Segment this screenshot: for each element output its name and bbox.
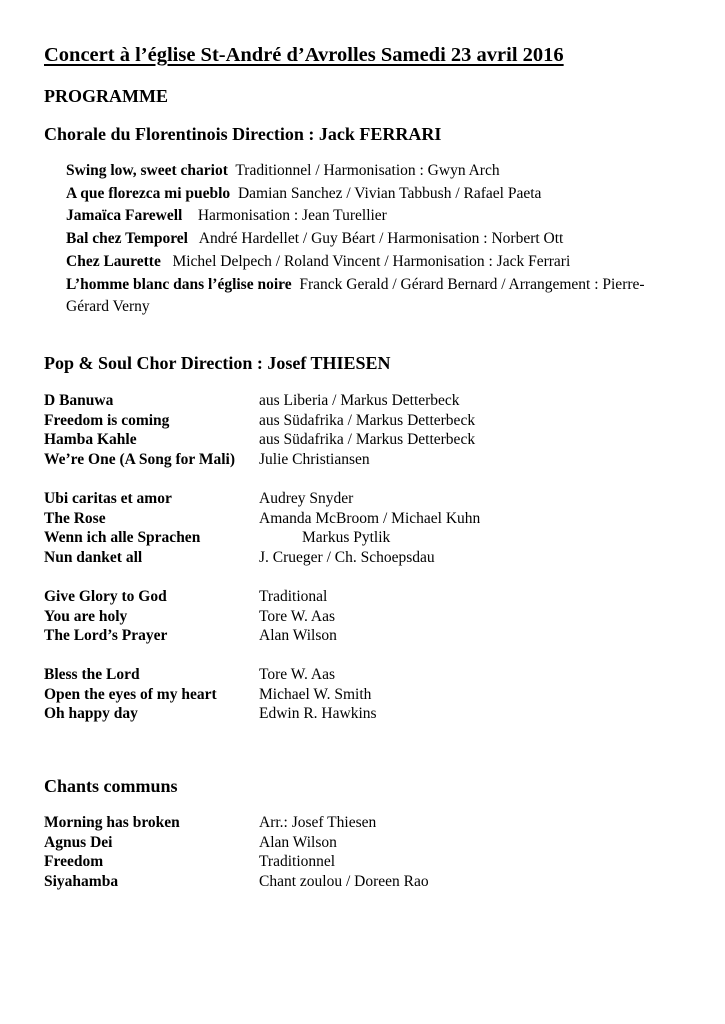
song-title: A que florezca mi pueblo (66, 184, 231, 202)
song-title: Freedom is coming (44, 411, 170, 429)
song-row (44, 411, 475, 431)
song-credit: Traditionnel / Harmonisation : Gwyn Arch (235, 162, 500, 179)
document-title: Concert à l’église St-André d’Avrolles Samedi 23 avril 2016 (44, 44, 564, 66)
song-row (44, 626, 337, 646)
programme-heading: PROGRAMME (44, 86, 168, 106)
song-title: Hamba Kahle (44, 431, 137, 449)
song-title: Morning has broken (44, 814, 180, 831)
song-title: The Lord’s Prayer (44, 627, 168, 645)
song-credit: Franck Gerald / Gérard Bernard / Arrangement : Pierre-Gérard Verny (66, 275, 645, 316)
song-row (44, 852, 429, 872)
song-credit: Chant zoulou / Doreen Rao (259, 872, 429, 890)
song-row (44, 509, 480, 529)
song-credit: Tore W. Aas (259, 666, 335, 683)
song-title: You are holy (44, 607, 128, 625)
song-title: L’homme blanc dans l’église noire (66, 275, 292, 293)
song-title: Oh happy day (44, 705, 138, 723)
song-credit: Harmonisation : Jean Turellier (197, 207, 387, 225)
song-credit: Audrey Snyder (259, 490, 354, 507)
song-title: Agnus Dei (44, 833, 113, 851)
chants-communs-group (44, 813, 429, 891)
chorale-song-list (66, 160, 666, 319)
song-row (44, 489, 480, 509)
song-credit: aus Südafrika / Markus Detterbeck (259, 411, 476, 429)
song-row (44, 528, 480, 548)
chorale-song (66, 251, 666, 274)
chorale-song (66, 160, 666, 183)
song-title: Open the eyes of my heart (44, 685, 217, 703)
song-credit: Traditionnel (259, 853, 336, 871)
song-row (44, 391, 475, 411)
song-row (44, 548, 480, 568)
pop-soul-group (44, 489, 480, 567)
song-title: D Banuwa (44, 392, 114, 409)
song-row (44, 430, 475, 450)
song-row (44, 872, 429, 892)
song-title: Chez Laurette (66, 252, 161, 270)
song-credit: Damian Sanchez / Vivian Tabbush / Rafael Paeta (237, 184, 542, 202)
chorale-song (66, 183, 666, 206)
song-credit: Michel Delpech / Roland Vincent / Harmonisation : Jack Ferrari (172, 252, 571, 270)
song-credit: aus Südafrika / Markus Detterbeck (259, 431, 476, 449)
song-row (44, 587, 337, 607)
pop-soul-group (44, 391, 475, 469)
song-title: Bal chez Temporel (66, 230, 188, 248)
chorale-heading: Chorale du Florentinois Direction : Jack FERRARI (44, 124, 442, 144)
song-credit: Tore W. Aas (259, 607, 335, 625)
song-title: The Rose (44, 509, 106, 527)
song-credit: J. Crueger / Ch. Schoepsdau (259, 548, 435, 566)
chants-communs-heading: Chants communs (44, 776, 178, 796)
song-credit: aus Liberia / Markus Detterbeck (259, 392, 460, 409)
chorale-song (66, 205, 666, 228)
song-row (44, 704, 377, 724)
song-row (44, 685, 377, 705)
song-credit: Alan Wilson (259, 833, 337, 851)
song-title: Wenn ich alle Sprachen (44, 529, 201, 547)
pop-soul-group (44, 665, 377, 724)
song-title: Swing low, sweet chariot (66, 162, 228, 179)
song-credit: Traditional (259, 588, 328, 605)
pop-soul-group (44, 587, 337, 646)
song-row (44, 665, 377, 685)
song-credit: Michael W. Smith (259, 685, 372, 703)
song-credit: Arr.: Josef Thiesen (259, 814, 377, 831)
song-row (44, 813, 429, 833)
song-credit: Alan Wilson (259, 627, 337, 645)
song-row (44, 833, 429, 853)
chorale-song (66, 274, 666, 319)
song-credit: Markus Pytlik (302, 529, 391, 547)
song-title: Bless the Lord (44, 666, 140, 683)
song-title: Nun danket all (44, 548, 143, 566)
song-title: Ubi caritas et amor (44, 490, 172, 507)
song-title: Give Glory to God (44, 588, 167, 605)
song-title: Freedom (44, 853, 104, 871)
pop-soul-heading: Pop & Soul Chor Direction : Josef THIESEN (44, 353, 391, 373)
song-credit: Julie Christiansen (259, 450, 370, 468)
song-credit: Edwin R. Hawkins (259, 705, 377, 723)
song-title: Jamaïca Farewell (66, 207, 183, 225)
song-row (44, 450, 475, 470)
song-title: Siyahamba (44, 872, 119, 890)
song-credit: Amanda McBroom / Michael Kuhn (259, 509, 481, 527)
song-credit: André Hardellet / Guy Béart / Harmonisation : Norbert Ott (198, 230, 564, 248)
chorale-song (66, 228, 666, 251)
song-title: We’re One (A Song for Mali) (44, 450, 236, 468)
song-row (44, 607, 337, 627)
